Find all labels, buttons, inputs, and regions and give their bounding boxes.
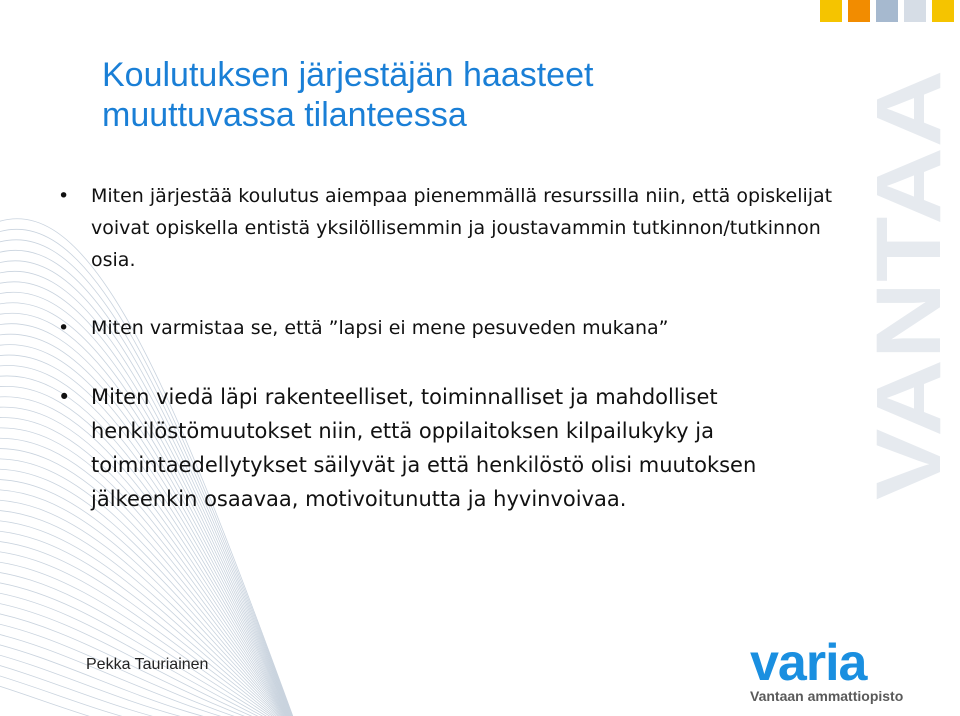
accent-square — [820, 0, 842, 22]
bullet-item: • Miten viedä läpi rakenteelliset, toiminnalliset ja mahdolliset henkilöstömuutokset niin, että oppilaitoksen kilpailukyky ja toimintaedellytykset säilyvät ja että henkilöstö olisi muutoksen jälkeenkin osaavaa, motivoitunutta ja hyvinvoivaa. — [58, 380, 858, 516]
title-line-1: Koulutuksen järjestäjän haasteet — [102, 56, 594, 94]
slide-title — [102, 55, 593, 135]
logo-subtitle: Vantaan ammattiopisto — [750, 688, 904, 704]
accent-square — [932, 0, 954, 22]
logo-wordmark: varia — [750, 634, 867, 692]
bullet-list — [58, 180, 858, 516]
varia-logo — [750, 634, 904, 704]
bullet-item: • Miten järjestää koulutus aiempaa pienemmällä resurssilla niin, että opiskelijat voivat opiskella entistä yksilöllisemmin ja joustavammin tutkinnon/tutkinnon osia. — [58, 180, 858, 276]
accent-square — [904, 0, 926, 22]
accent-square — [848, 0, 870, 22]
wave-line — [0, 490, 300, 716]
vantaa-vertical-wordmark — [858, 60, 960, 500]
accent-squares — [820, 0, 960, 22]
presenter-name: Pekka Tauriainen — [86, 656, 209, 673]
bullet-item: • Miten varmistaa se, että ”lapsi ei mene pesuveden mukana” — [58, 312, 858, 344]
accent-square — [876, 0, 898, 22]
vantaa-wordmark-text: VANTAA — [858, 130, 960, 500]
title-line-2: muuttuvassa tilanteessa — [102, 96, 467, 134]
